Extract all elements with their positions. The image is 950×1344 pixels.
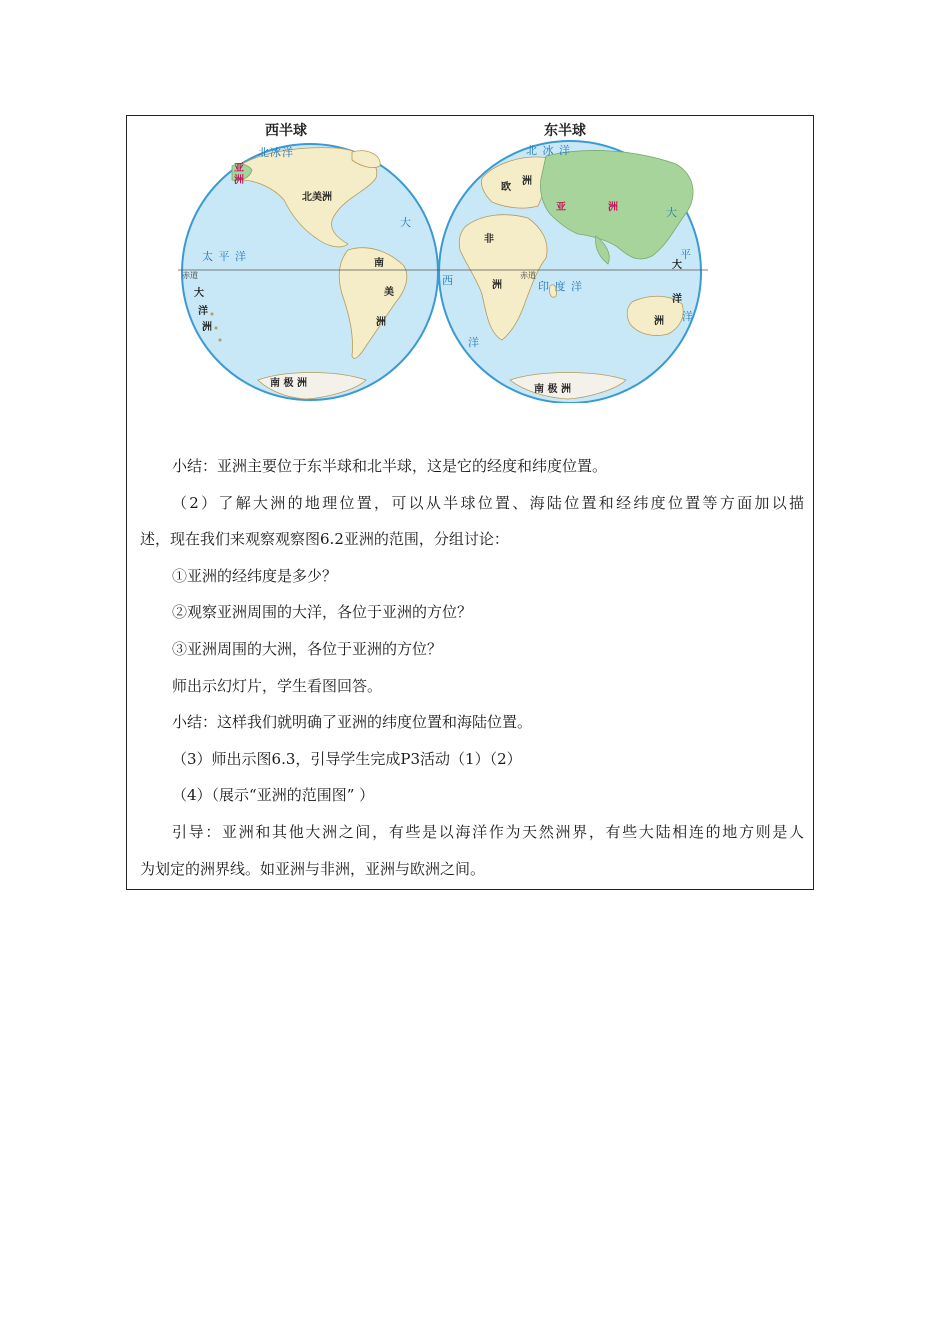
paragraph-2-line-1: （2）了解大洲的地理位置，可以从半球位置、海陆位置和经纬度位置等方面加以描 — [172, 493, 804, 512]
asia-label-1: 亚 — [556, 202, 566, 213]
east-arctic-ocean-label: 北 冰 洋 — [526, 144, 571, 157]
hemispheres-map — [176, 118, 710, 403]
africa-label-1: 非 — [484, 234, 494, 245]
paragraph-summary-2: 小结：这样我们就明确了亚洲的纬度位置和海陆位置。 — [172, 713, 533, 732]
pacific-ocean-label: 太 平 洋 — [202, 250, 247, 263]
south-america-label-3: 洲 — [376, 317, 386, 328]
guide-line-1: 引导：亚洲和其他大洲之间，有些是以海洋作为天然洲界，有些大陆相连的地方则是人 — [172, 822, 804, 841]
question-3: ③亚洲周围的大洲，各位于亚洲的方位？ — [172, 639, 443, 658]
east-pacific-label-2: 平 — [680, 248, 692, 261]
west-atlantic-label: 大 — [400, 216, 412, 229]
africa-label-2: 洲 — [492, 280, 502, 291]
teacher-slides: 师出示幻灯片，学生看图回答。 — [172, 676, 383, 695]
paragraph-4: （4）（展示“亚洲的范围图” ） — [172, 786, 375, 805]
question-1: ①亚洲的经纬度是多少？ — [172, 566, 338, 585]
west-hemisphere — [182, 144, 438, 400]
west-asia-label-1: 亚 — [234, 163, 244, 174]
east-atlantic-label-1: 西 — [442, 274, 454, 287]
west-oceania-label-2: 洋 — [198, 306, 208, 317]
paragraph-2-line-2: 述，现在我们来观察观察图6.2亚洲的范围，分组讨论： — [140, 530, 509, 549]
asia-label-2: 洲 — [608, 202, 618, 213]
east-pacific-label-5: 洋 — [682, 310, 694, 323]
guide-line-2: 为划定的洲界线。如亚洲与非洲，亚洲与欧洲之间。 — [140, 859, 486, 878]
europe-label-2: 洲 — [522, 176, 532, 187]
east-hemisphere — [439, 141, 701, 403]
west-antarctica-label: 南 极 洲 — [270, 378, 307, 389]
west-oceania-label-3: 洲 — [202, 322, 212, 333]
south-america-label-2: 美 — [384, 287, 394, 298]
east-pacific-label-4: 洋 — [672, 294, 682, 305]
west-hemisphere-title: 西半球 — [265, 123, 307, 139]
oceania-label: 洲 — [654, 316, 664, 327]
south-america-label-1: 南 — [374, 258, 384, 269]
north-america-label: 北美洲 — [302, 192, 332, 203]
paragraph-summary-1: 小结：亚洲主要位于东半球和北半球，这是它的经度和纬度位置。 — [172, 457, 608, 475]
europe-label-1: 欧 — [501, 182, 511, 193]
west-oceania-label-1: 大 — [194, 288, 204, 299]
east-pacific-label-3: 大 — [672, 260, 682, 271]
west-asia-label-2: 洲 — [234, 175, 244, 186]
body-text — [140, 448, 804, 887]
question-2: ②观察亚洲周围的大洋，各位于亚洲的方位？ — [172, 603, 473, 622]
east-hemisphere-title: 东半球 — [544, 123, 586, 139]
west-equator-label: 赤道 — [182, 271, 198, 280]
paragraph-3: （3）师出示图6.3，引导学生完成P3活动（1）（2） — [172, 749, 522, 768]
west-arctic-ocean-label: 北冰洋 — [258, 146, 294, 159]
east-antarctica-label: 南 极 洲 — [534, 384, 571, 395]
east-atlantic-label-2: 洋 — [468, 336, 480, 349]
east-pacific-label-1: 大 — [666, 206, 678, 219]
east-equator-label: 赤道 — [520, 271, 536, 280]
indian-ocean-label: 印 度 洋 — [538, 280, 583, 293]
